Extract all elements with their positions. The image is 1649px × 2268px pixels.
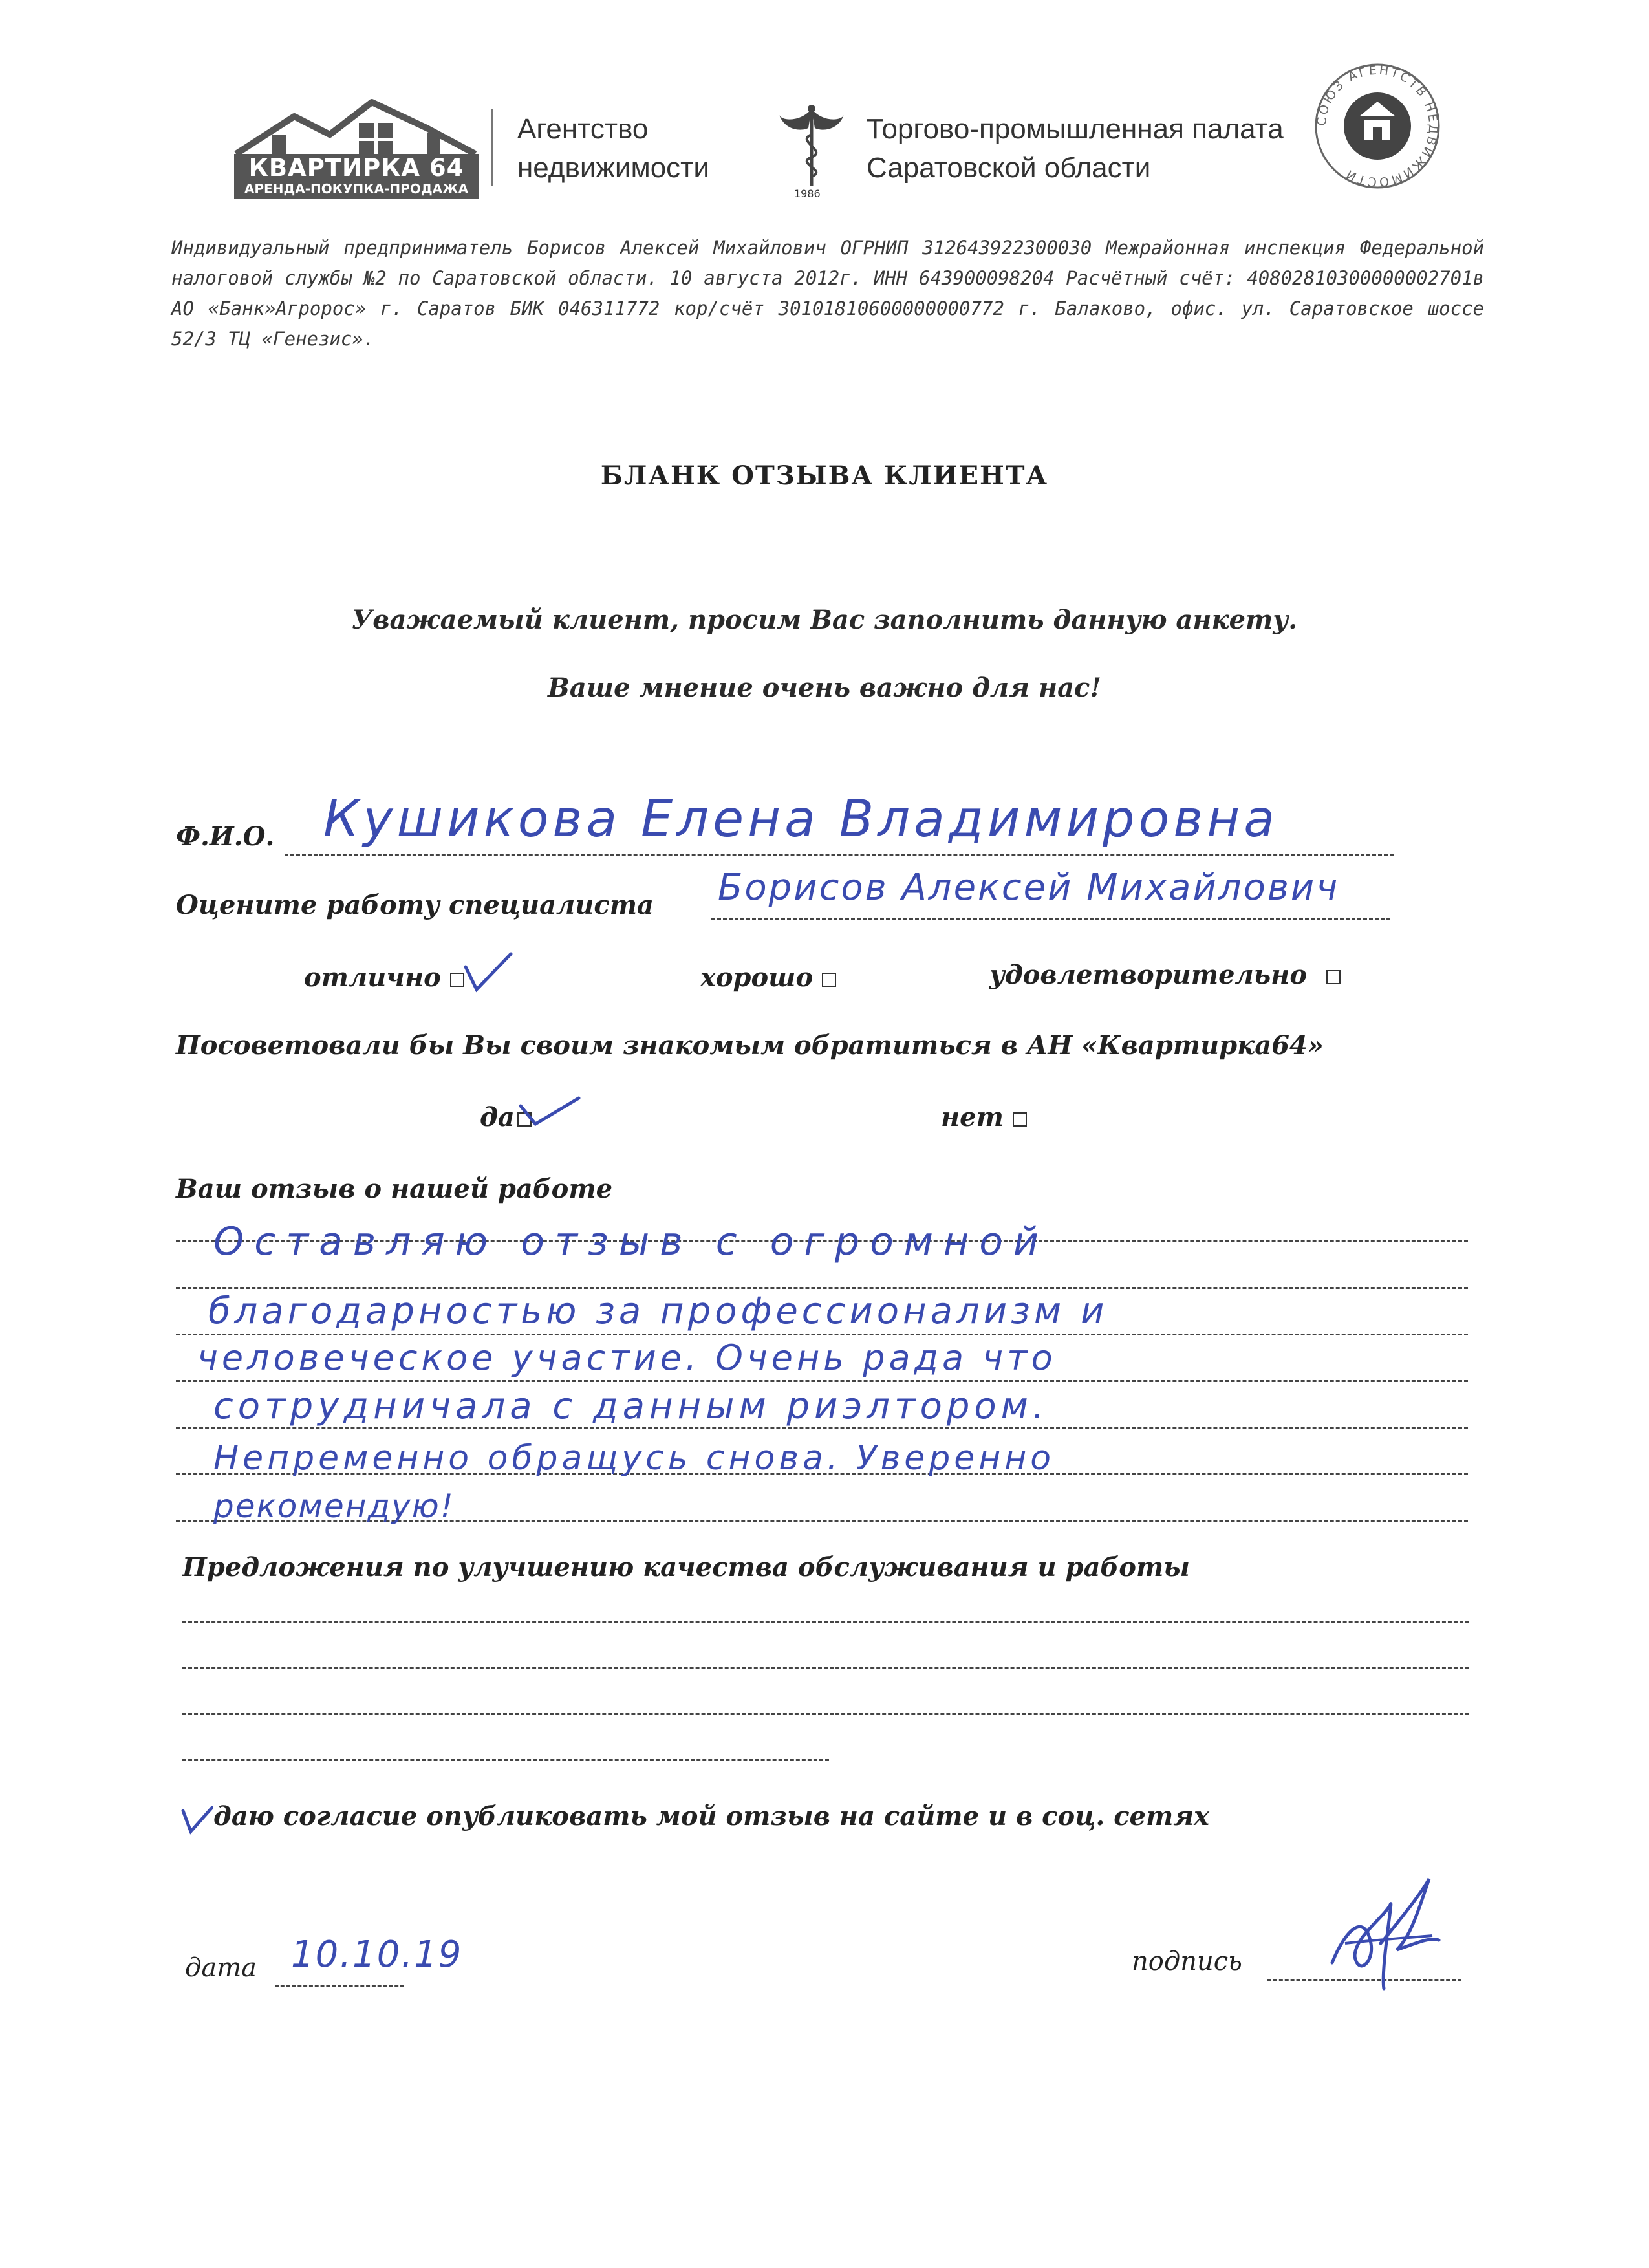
review-text-line: Непременно обращусь снова. Уверенно	[213, 1439, 1055, 1478]
review-text-line: сотрудничала с данным риэлтором.	[213, 1385, 1049, 1427]
signature-label: подпись	[1132, 1947, 1242, 1976]
review-text-line: рекомендую!	[213, 1487, 455, 1525]
review-text-line: человеческое участие. Очень рада что	[197, 1337, 1057, 1378]
option-yes-label: да	[480, 1102, 515, 1132]
option-satisfactory-label: удовлетворительно	[989, 960, 1308, 990]
review-text-line: Оставляю отзыв с огромной	[213, 1219, 1049, 1264]
option-excellent-label: отлично	[304, 962, 441, 993]
intro-line-2: Ваше мнение очень важно для нас!	[548, 673, 1101, 703]
date-field-line[interactable]	[275, 1985, 404, 1987]
review-text-line: благодарностью за профессионализм и	[208, 1290, 1108, 1332]
consent-checkmark-icon	[181, 1804, 213, 1837]
fio-handwritten: Кушикова Елена Владимировна	[323, 790, 1279, 848]
yes-checkmark-icon	[517, 1093, 582, 1132]
house-roof-icon	[233, 97, 479, 158]
brand-box	[234, 154, 479, 199]
rate-label: Оцените работу специалиста	[176, 890, 654, 920]
header-divider	[491, 109, 493, 186]
option-satisfactory-checkbox[interactable]	[1326, 970, 1341, 984]
chamber-emblem-icon	[776, 102, 847, 199]
page-title: БЛАНК ОТЗЫВА КЛИЕНТА	[600, 460, 1049, 491]
brand-name: КВАРТИРКА 64	[248, 154, 464, 182]
review-line	[176, 1380, 1468, 1382]
consent-text: даю согласие опубликовать мой отзыв на сайте и в соц. сетях	[213, 1801, 1209, 1831]
excellent-checkmark-icon	[462, 951, 514, 996]
brand-tagline: АРЕНДА-ПОКУПКА-ПРОДАЖА	[244, 181, 469, 197]
option-excellent[interactable]	[304, 962, 464, 993]
seal-text: СОЮЗ АГЕНТСТВ НЕДВИЖИМОСТИ	[1314, 63, 1441, 189]
agency-line-1: Агентство	[517, 113, 649, 145]
fio-label: Ф.И.О.	[176, 821, 275, 852]
suggestions-line	[182, 1667, 1469, 1669]
review-label: Ваш отзыв о нашей работе	[176, 1174, 613, 1204]
agency-line-2: недвижимости	[517, 152, 709, 184]
suggestions-line	[182, 1621, 1469, 1623]
suggestions-line	[182, 1759, 829, 1761]
chamber-line-2: Саратовской области	[867, 152, 1151, 184]
specialist-field-line[interactable]	[711, 918, 1390, 920]
intro-line-1: Уважаемый клиент, просим Вас заполнить данную анкету.	[351, 605, 1298, 635]
recommend-question: Посоветовали бы Вы своим знакомым обратиться в АН «Квартирка64»	[176, 1030, 1324, 1061]
option-no[interactable]	[941, 1102, 1027, 1132]
fio-field-line[interactable]	[285, 854, 1394, 856]
agency-title	[517, 110, 709, 188]
option-no-checkbox[interactable]	[1013, 1112, 1027, 1127]
realty-union-seal-icon	[1313, 61, 1442, 191]
option-no-label: нет	[941, 1102, 1004, 1132]
option-satisfactory[interactable]	[989, 960, 1341, 990]
review-line	[176, 1334, 1468, 1335]
chamber-title	[867, 110, 1284, 188]
review-line	[176, 1287, 1468, 1289]
signature-icon	[1319, 1866, 1449, 1995]
suggestions-line	[182, 1713, 1469, 1715]
date-handwritten: 10.10.19	[291, 1934, 463, 1976]
company-requisites: Индивидуальный предприниматель Борисов Алексей Михайлович ОГРНИП 312643922300030 Межрайонная инспекция Федеральной налоговой службы №2 по Саратовской области. 10 августа 2012г. ИНН 643900098204 Расчётный счёт: 40802810300000002701в АО «Банк»Агророс» г. Саратов БИК 046311772 кор/счёт 30101810600000000772 г. Балаково, офис. ул. Саратовское шоссе 52/3 ТЦ «Генезис».	[171, 237, 1484, 350]
option-good[interactable]	[700, 962, 836, 993]
consent-checkbox[interactable]	[181, 1804, 211, 1834]
date-label: дата	[185, 1953, 257, 1983]
specialist-handwritten: Борисов Алексей Михайлович	[718, 867, 1340, 909]
emblem-year: 1986	[794, 188, 821, 200]
option-good-label: хорошо	[700, 962, 814, 993]
suggestions-label: Предложения по улучшению качества обслуживания и работы	[182, 1552, 1191, 1582]
option-good-checkbox[interactable]	[822, 973, 836, 987]
chamber-line-1: Торгово-промышленная палата	[867, 113, 1284, 145]
